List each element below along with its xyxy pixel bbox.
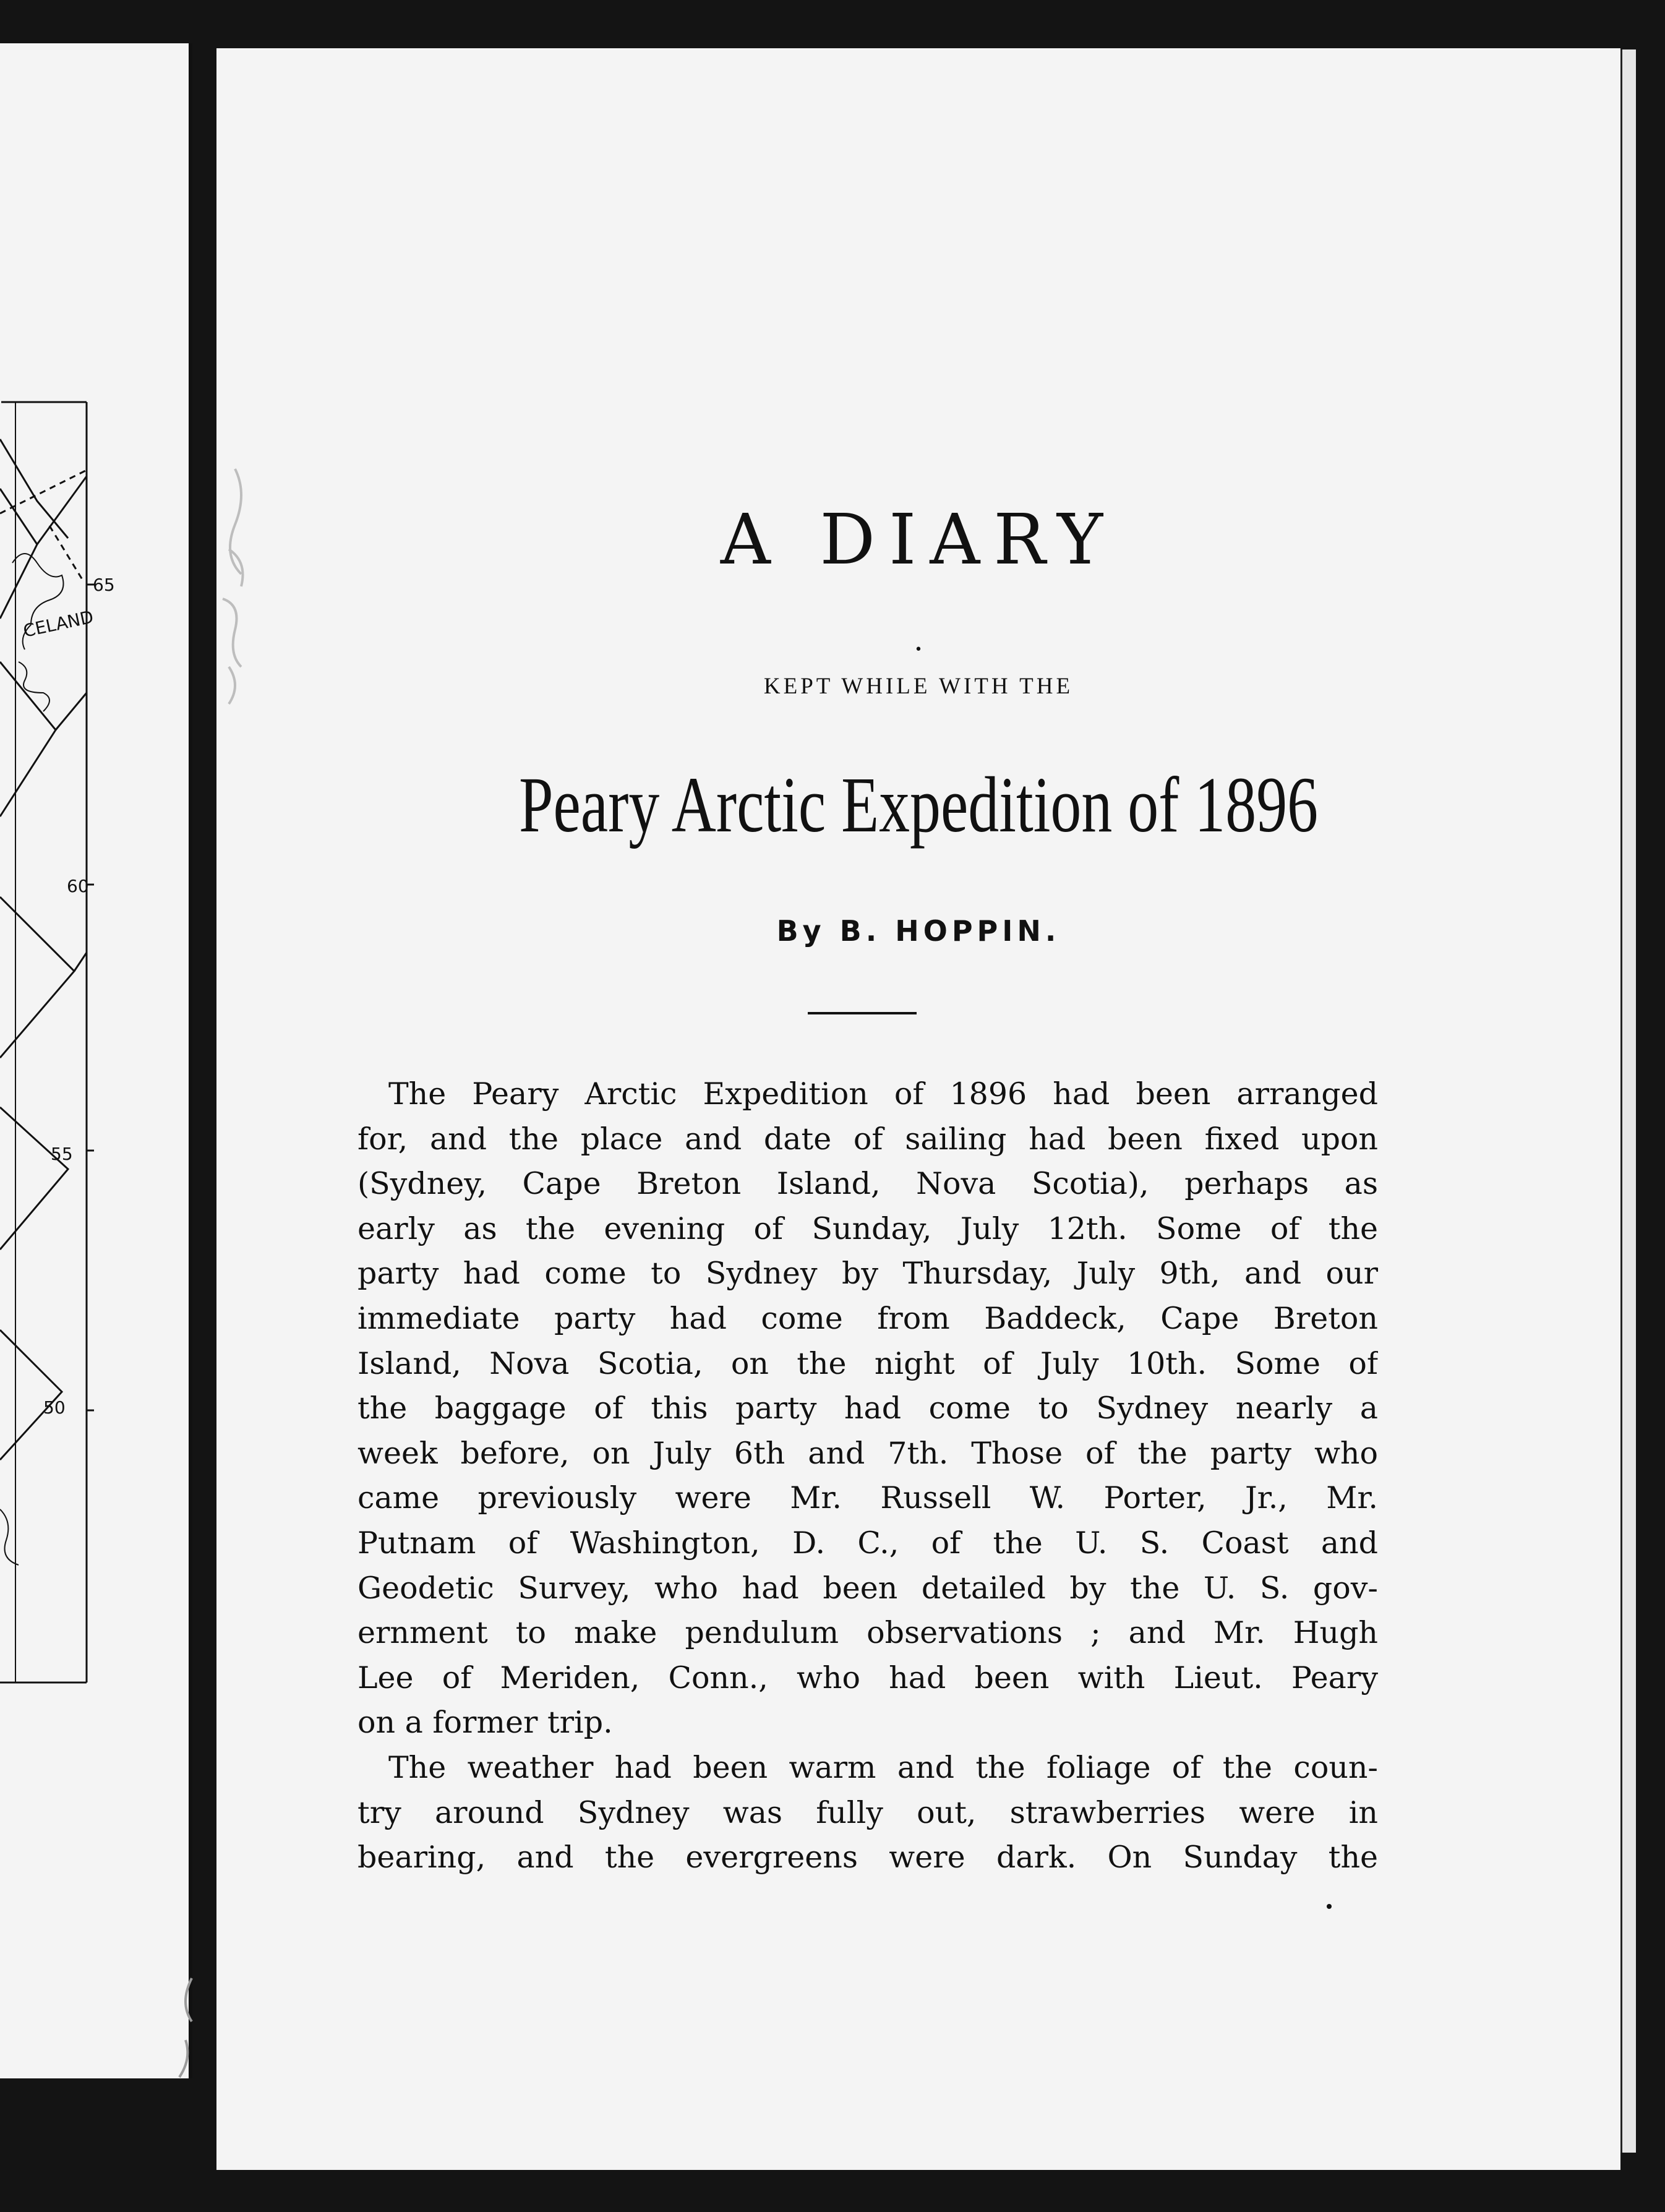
body-line: immediate party had come from Baddeck, Cape Breton: [357, 1300, 1378, 1336]
body-line: on a former trip.: [357, 1705, 613, 1741]
latitude-label-55: 55: [51, 1144, 73, 1164]
body-line: week before, on July 6th and 7th. Those of the party who: [357, 1435, 1378, 1471]
latitude-label-65: 65: [93, 575, 115, 595]
body-line: ernment to make pendulum observations ; and Mr. Hugh: [357, 1615, 1378, 1651]
body-line: Island, Nova Scotia, on the night of July 10th. Some of: [357, 1345, 1378, 1381]
body-line: Lee of Meriden, Conn., who had been with Lieut. Peary: [357, 1660, 1378, 1695]
map-graticule: [0, 43, 189, 2078]
body-line: the baggage of this party had come to Sydney nearly a: [357, 1391, 1378, 1426]
body-line: The Peary Arctic Expedition of 1896 had been arranged: [388, 1076, 1378, 1112]
latitude-label-60: 60: [67, 876, 89, 896]
body-line: Putnam of Washington, D. C., of the U. S. Coast and: [357, 1525, 1378, 1561]
title-separator-dot: •: [914, 642, 923, 658]
body-text: [357, 1072, 1378, 1880]
latitude-label-50: 50: [43, 1397, 66, 1418]
page-speck: [1327, 1904, 1332, 1909]
left-page-map: [0, 43, 192, 2078]
body-line: party had come to Sydney by Thursday, July 9th, and our: [357, 1256, 1378, 1292]
author-byline: By B. HOPPIN.: [776, 914, 1061, 948]
map-label-iceland: CELAND: [21, 606, 96, 641]
body-line: try around Sydney was fully out, strawberries were in: [357, 1794, 1378, 1830]
page-title: A DIARY: [720, 500, 1117, 580]
body-line: early as the evening of Sunday, July 12th. Some of the: [357, 1211, 1378, 1246]
page-edge: [1620, 49, 1636, 2153]
expedition-title: Peary Arctic Expedition of 1896: [518, 761, 1319, 849]
subtitle-kept-line: KEPT WHILE WITH THE: [763, 674, 1074, 699]
body-line: bearing, and the evergreens were dark. On Sunday the: [357, 1840, 1378, 1875]
body-line: for, and the place and date of sailing had been fixed upon: [357, 1121, 1378, 1157]
body-line: Geodetic Survey, who had been detailed by the U. S. gov-: [357, 1570, 1378, 1606]
right-page: [216, 48, 1620, 2170]
body-line: came previously were Mr. Russell W. Porter, Jr., Mr.: [357, 1480, 1378, 1516]
body-line: The weather had been warm and the foliage of the coun-: [388, 1749, 1378, 1785]
pencil-mark: [161, 1966, 223, 2090]
section-rule: [808, 1012, 917, 1014]
body-line: (Sydney, Cape Breton Island, Nova Scotia), perhaps as: [357, 1166, 1378, 1202]
